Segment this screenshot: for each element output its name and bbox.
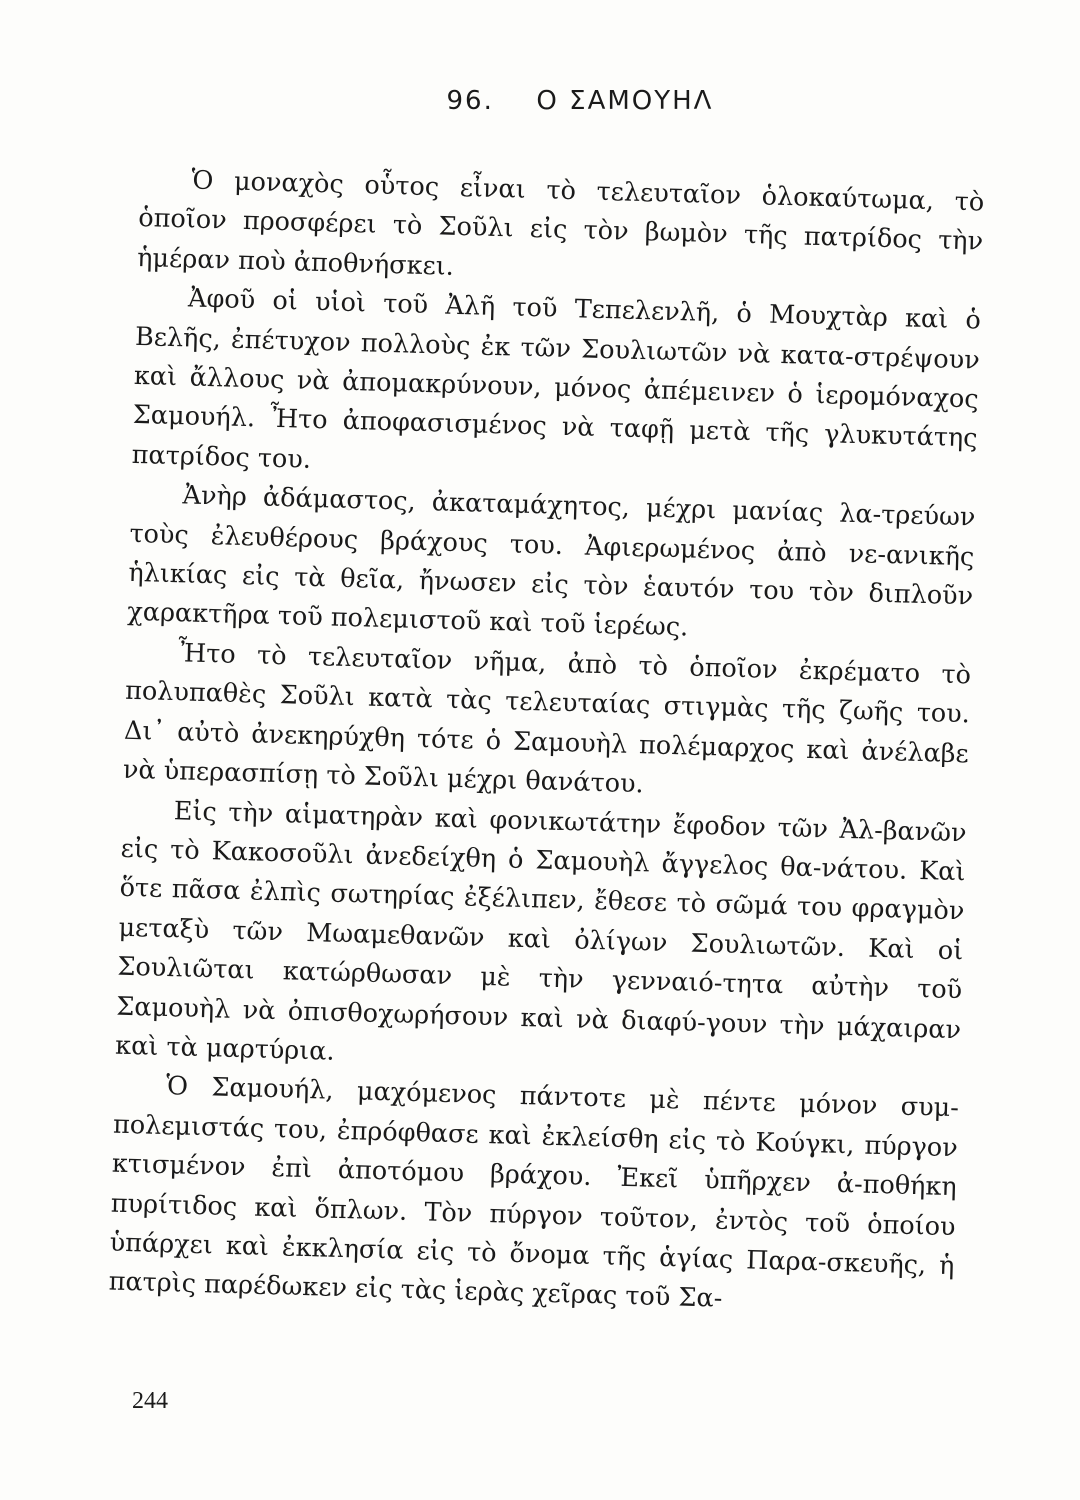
paragraph: Ὁ Σαμουήλ, μαχόμενος πάντοτε μὲ πέντε μόνον συμ-πολεμιστάς του, ἐπρόφθασε καὶ ἐκλείσθη εἰς τὸ Κούγκι, πύργον κτισμένον ἐπὶ ἀποτόμου βράχου. Ἐκεῖ ὑπῆρχεν ἀ-ποθήκη πυρίτιδος καὶ ὅπλων. Τὸν πύργον τοῦτον, ἐντὸς τοῦ ὁποίου ὑπάρχει καὶ ἐκκλησία εἰς τὸ ὄνομα τῆς ἁγίας Παρα-σκευῆς, ἡ πατρὶς παρέδωκεν εἰς τὰς ἱερὰς χεῖρας τοῦ Σα- — [108, 1071, 960, 1315]
chapter-title: Ο ΣΑΜΟΥΗΛ — [536, 86, 714, 116]
chapter-body — [108, 160, 985, 1326]
paragraph: Ἀφοῦ οἱ υἱοὶ τοῦ Ἀλῆ τοῦ Τεπελενλῆ, ὁ Μουχτὰρ καὶ ὁ Βελῆς, ἐπέτυχον πολλοὺς ἐκ τῶν Σουλιωτῶν νὰ κατα-στρέψουν καὶ ἄλλους νὰ ἀπομακρύνουν, μόνος ἀπέμεινεν ὁ ἱερομόναχος Σαμουήλ. Ἦτο ἀποφασισμένος νὰ ταφῇ μετὰ τῆς γλυκυτάτης πατρίδος του. — [131, 283, 982, 475]
page-number: 244 — [132, 1388, 168, 1414]
paragraph: Ἀνὴρ ἀδάμαστος, ἀκαταμάχητος, μέχρι μανίας λα-τρεύων τοὺς ἐλευθέρους βράχους του. Ἀφιερωμένος ἀπὸ νε-ανικῆς ἡλικίας εἰς τὰ θεῖα, ἤνωσεν εἰς τὸν ἑαυτόν του τὸν διπλοῦν χαρακτῆρα τοῦ πολεμιστοῦ καὶ τοῦ ἱερέως. — [126, 480, 976, 643]
chapter-heading — [0, 86, 1080, 116]
paragraph: Εἰς τὴν αἱματηρὰν καὶ φονικωτάτην ἔφοδον τῶν Ἀλ-βανῶν εἰς τὸ Κακοσοῦλι ἀνεδείχθη ὁ Σαμουὴλ ἄγγελος θα-νάτου. Καὶ ὅτε πᾶσα ἐλπὶς σωτηρίας ἐξέλιπεν, ἔθεσε τὸ σῶμά του φραγμὸν μεταξὺ τῶν Μωαμεθανῶν καὶ ὀλίγων Σουλιωτῶν. Καὶ οἱ Σουλιῶται κατώρθωσαν μὲ τὴν γενναιό-τητα αὐτὴν τοῦ Σαμουὴλ νὰ ὀπισθοχωρήσουν καὶ νὰ διαφύ-γουν τὴν μάχαιραν καὶ τὰ μαρτύρια. — [114, 795, 967, 1067]
chapter-number: 96. — [446, 86, 494, 116]
paragraph: Ἦτο τὸ τελευταῖον νῆμα, ἀπὸ τὸ ὁποῖον ἐκρέματο τὸ πολυπαθὲς Σοῦλι κατὰ τὰς τελευταίας στιγμὰς τῆς ζωῆς του. Δι᾿ αὐτὸ ἀνεκηρύχθη τότε ὁ Σαμουὴλ πολέμαρχος καὶ ἀνέλαβε νὰ ὑπερασπίσῃ τὸ Σοῦλι μέχρι θανάτου. — [122, 638, 972, 800]
paragraph: Ὁ μοναχὸς οὗτος εἶναι τὸ τελευταῖον ὁλοκαύτωμα, τὸ ὁποῖον προσφέρει τὸ Σοῦλι εἰς τὸν βωμὸν τῆς πατρίδος τὴν ἡμέραν ποὺ ἀποθνήσκει. — [136, 165, 985, 282]
